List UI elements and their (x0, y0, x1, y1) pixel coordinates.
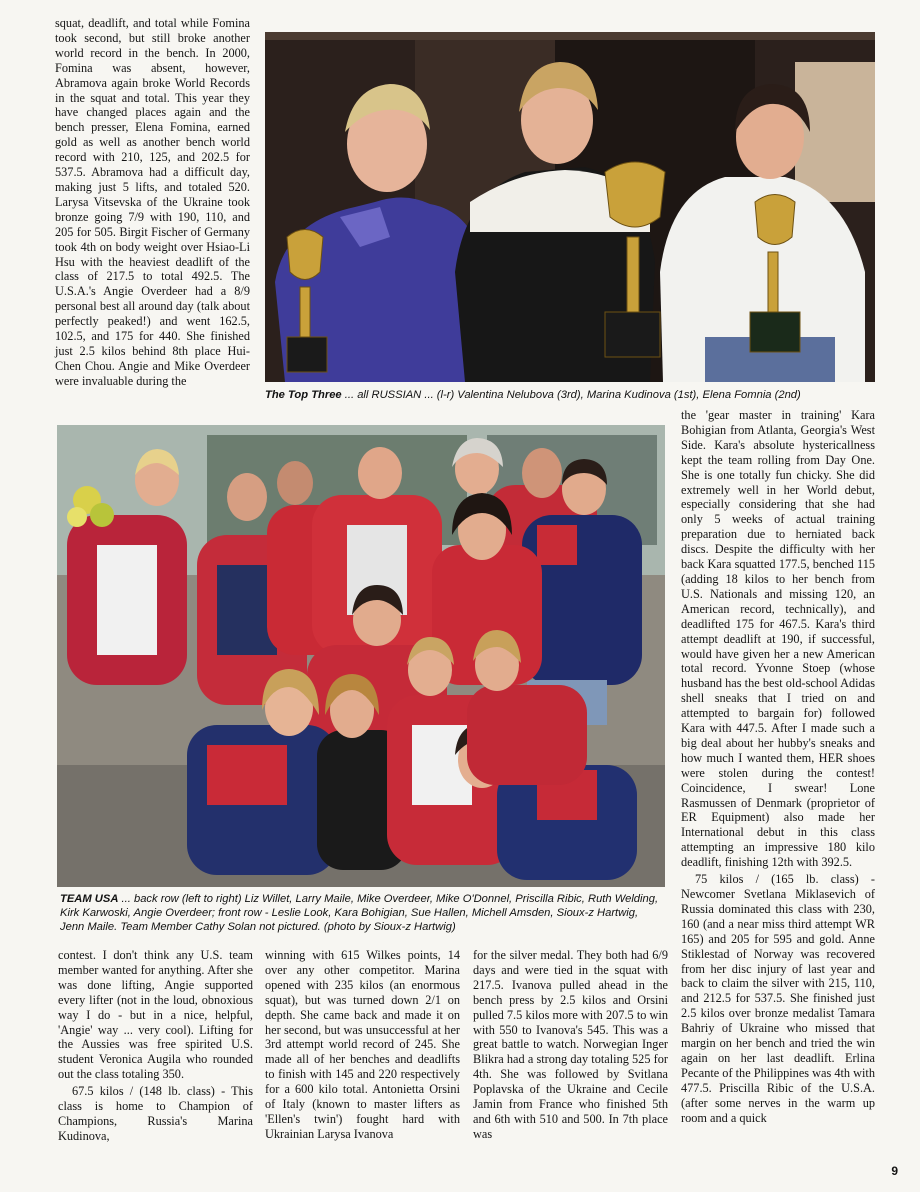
team-usa-caption (60, 892, 665, 934)
caption-text: ... back row (left to right) Liz Willet, Larry Maile, Mike Overdeer, Mike O'Donnel, Priscilla Ribic, Ruth Welding, Kirk Karwoski, Angie Overdeer; front row - Leslie Look, Kara Bohigian, Sue Hallen, Michell Amsden, Sioux-z Hartwig, Jenn Maile. Team Member Cathy Solan not pictured. (photo by Sioux-z Hartwig) (60, 893, 659, 933)
paragraph: the 'gear master in training' Kara Bohigian from Atlanta, Georgia's West Side. Kara's absolute hystericallness kept the team rolling from Day One. She is one totally fun chicky. She did extremely well in her World debut, especially considering that she had only 5 weeks of actual training preparation due to herniated back discs. Despite the difficulty with her back Kara squatted 177.5, benched 115 (adding 18 kilos to her bench from U.S. Nationals and missing 120, an American record, technically), and deadlifted 175 for 467.5. Kara's third attempt deadlift at 190, if successful, would have given her a new American total record. Yvonne Stoep (whose husband has the best old-school Adidas shell sneaks that I tried on and attempted to bargain for) followed Kara with 447.5. After I made such a big deal about her hubby's sneaks and how much I wanted them, HER shoes were stolen during the contest! Coincidence, I swear! Lone Rasmussen of Denmark (proprietor of ER Equipment) also made her International debut in this class attempting an impressive 180 kilo deadlift, finishing 12th with 392.5. (681, 408, 875, 870)
paragraph: for the silver medal. They both had 6/9 days and were tied in the squat with 217.5. Ivanova pulled ahead in the bench press by 2.5 kilos and Orsini pulled 7.5 kilos more with 207.5 to win with 550 to Ivanova's 545. This was a great battle to watch. Norwegian Inger Blikra had a strong day totaling 525 for 4th. She was followed by Svitlana Poplavska of the Ukraine and Cecile Jamin from France who finished 5th and 6th with 510 and 500. In 7th place was (473, 948, 668, 1141)
article-column-bottom-1 (58, 948, 253, 1146)
article-column-right (681, 408, 875, 1128)
team-usa-photo (57, 425, 665, 887)
paragraph: 67.5 kilos / (148 lb. class) - This class is home to Champion of Champions, Russia's Marina Kudinova, (58, 1084, 253, 1143)
paragraph: 75 kilos / (165 lb. class) - Newcomer Svetlana Miklasevich of Russia dominated this class with 230, 160 (and a near miss third attempt WR 165) and 205 for 595 and gold. Anne Stiklestad of Norway was recovered from her disc injury of last year and back to claim the silver with 215, 110, and 212.5 for 537.5. She finished just 2.5 kilos over bronze medalist Tamara Bahriy of Ukraine who missed that margin on her bench and tried the win again on her last deadlift. Erlina Pecante of the Philippines was 4th with 477.5. Priscilla Ribic of the U.S.A. (after some nerves in the warm up room and a quick (681, 872, 875, 1125)
top-three-caption (265, 388, 877, 402)
paragraph: contest. I don't think any U.S. team member wanted for anything. After she was done lifting, Angie supported every lifter (not in the loud, obnoxious way I do - but in a nice, helpful, 'Angie' way ... very cool). Lifting for the Aussies was free spirited U.S. student Veronica Augila who rounded out the class totaling 350. (58, 948, 253, 1082)
caption-lead: TEAM USA (60, 893, 119, 905)
page-number: 9 (891, 1164, 898, 1178)
caption-lead: The Top Three (265, 389, 342, 401)
caption-text: ... all RUSSIAN ... (l-r) Valentina Nelubova (3rd), Marina Kudinova (1st), Elena Fomnia (2nd) (341, 389, 801, 401)
podium-photo-illustration (265, 32, 875, 382)
paragraph: winning with 615 Wilkes points, 14 over any other competitor. Marina opened with 235 kilos (an enormous squat), but was turned down 2/1 on depth. She came back and made it on her second, but was unsuccessful at her 3rd attempt world record of 245. She made all of her benches and deadlifts to finish with 145 and 220 respectively for a 600 kilo total. Antonietta Orsini of Italy (known to master lifters as 'Ellen's twin') fought hard with Ukrainian Larysa Ivanova (265, 948, 460, 1141)
paragraph: squat, deadlift, and total while Fomina took second, but still broke another world record in the bench. In 2000, Fomina was absent, however, Abramova again broke World Records in the squat and total. This year they have changed places again and the bench presser, Elena Fomina, earned gold as well as another bench world record with 210, 125, and 202.5 for 537.5. Abramova had a difficult day, making just 5 lifts, and totaled 520. Larysa Vitsevska of the Ukraine took bronze going 7/9 with 190, 110, and 205 for 505. Birgit Fischer of Germany took 4th on body weight over Hsiao-Li Hsu with the heaviest deadlift of the class of 217.5 to total 492.5. The U.S.A.'s Angie Overdeer had a 8/9 personal best all around day (talk about perfectly peaked!) and went 162.5, 102.5, and 175 for 440. She finished just 2.5 kilos behind 8th place Hui-Chen Chou. Angie and Mike Overdeer were invaluable during the (55, 16, 250, 388)
article-column-bottom-3 (473, 948, 668, 1144)
article-column-bottom-2 (265, 948, 460, 1144)
article-column-top-left (55, 16, 250, 391)
top-three-photo (265, 32, 875, 382)
team-photo-illustration (57, 425, 665, 887)
